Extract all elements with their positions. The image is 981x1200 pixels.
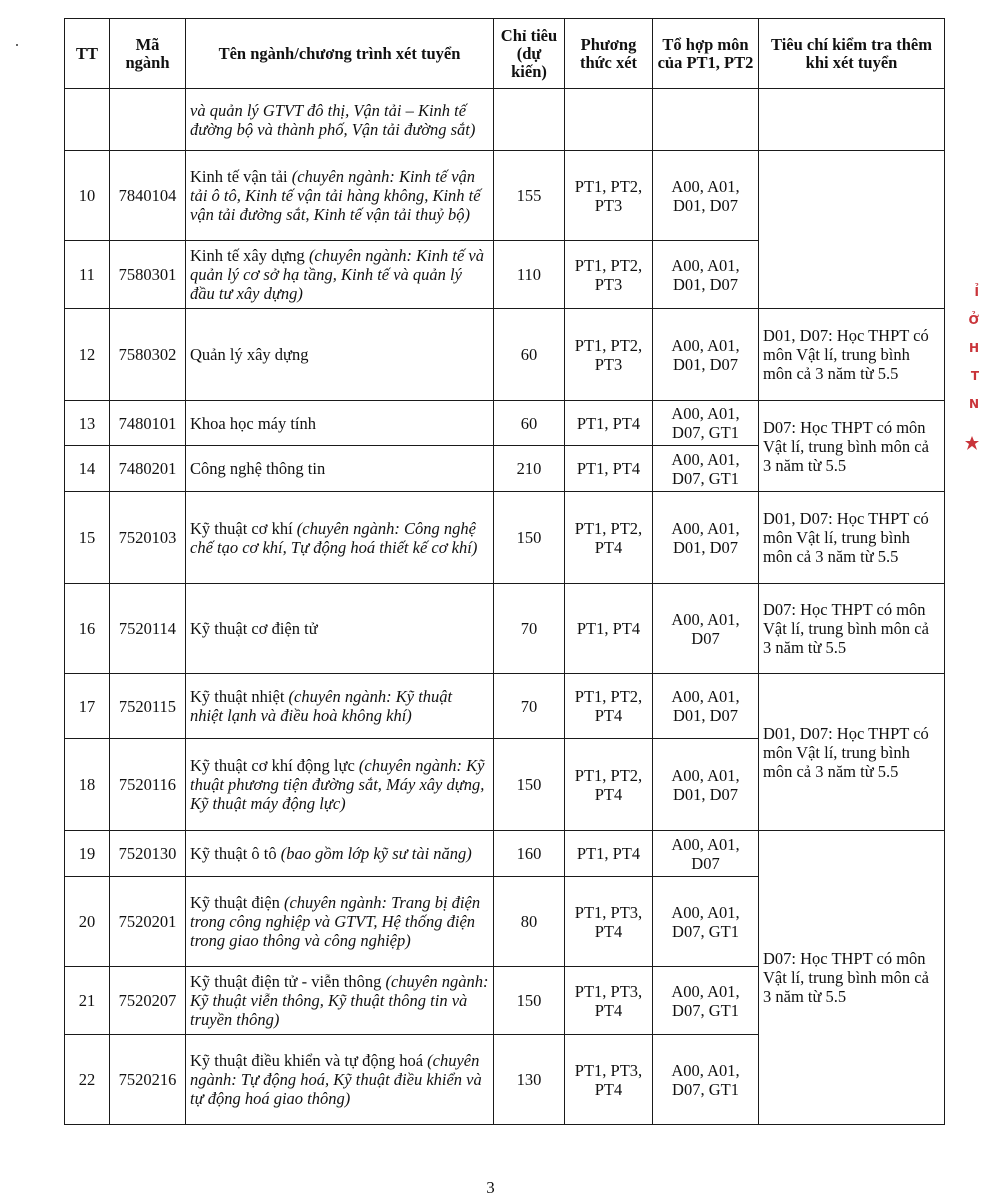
row-combo: A00, A01, D01, D07: [653, 241, 759, 309]
row-name-cell: [186, 401, 494, 446]
row-name: Công nghệ thông tin: [190, 459, 326, 478]
row-name: Quản lý xây dựng: [190, 345, 309, 364]
row-name-cell: [186, 831, 494, 877]
admissions-table: [64, 18, 945, 1125]
row-note: (chuyên ngành: Kinh tế vận tải ô tô, Kinh tế vận tải hàng không, Kinh tế vận tải đường sắt, Kinh tế vận tải thuỷ bộ): [190, 167, 481, 224]
row-quota: 110: [494, 241, 565, 309]
table-row: [65, 674, 945, 739]
row-name-cell: [186, 584, 494, 674]
row-method: PT1, PT2, PT4: [565, 492, 653, 584]
row-quota: 160: [494, 831, 565, 877]
row-method: PT1, PT4: [565, 584, 653, 674]
stamp-letter: N: [968, 397, 979, 411]
stamp-letter: T: [970, 369, 979, 383]
row-code: 7520201: [110, 877, 186, 967]
row-tt: 15: [65, 492, 110, 584]
header-code: Mã ngành: [110, 19, 186, 89]
row-name-cell: [186, 446, 494, 492]
row-criteria: D01, D07: Học THPT có môn Vật lí, trung bình môn cả 3 năm từ 5.5: [759, 309, 945, 401]
row-code: 7520115: [110, 674, 186, 739]
row-code: 7520114: [110, 584, 186, 674]
row-name: Kỹ thuật cơ khí: [190, 518, 293, 538]
row-tt: 14: [65, 446, 110, 492]
table-row: [65, 151, 945, 241]
row-combo: A00, A01, D07: [653, 584, 759, 674]
row-tt: 18: [65, 739, 110, 831]
row-tt: 10: [65, 151, 110, 241]
row-note: (chuyên ngành: Kỹ thuật nhiệt lạnh và điều hoà không khí): [190, 687, 453, 725]
row-note: (chuyên ngành: Trang bị điện trong công nghiệp và GTVT, Hệ thống điện trong giao thông và công nghiệp): [190, 893, 481, 950]
row-method: PT1, PT2, PT3: [565, 151, 653, 241]
stamp-letter: H: [968, 341, 979, 355]
row-combo: A00, A01, D07, GT1: [653, 401, 759, 446]
row-tt: 20: [65, 877, 110, 967]
row-name: Kỹ thuật nhiệt: [190, 687, 285, 706]
admissions-table-container: [64, 18, 944, 1125]
row-name: Kỹ thuật điều khiển và tự động hoá: [190, 1051, 424, 1070]
row-criteria: D07: Học THPT có môn Vật lí, trung bình môn cả 3 năm từ 5.5: [759, 584, 945, 674]
row-code: 7580302: [110, 309, 186, 401]
row-name: Kỹ thuật điện: [190, 893, 280, 912]
row-code: 7520103: [110, 492, 186, 584]
row-quota: 150: [494, 492, 565, 584]
row-name: Kỹ thuật điện tử - viễn thông: [190, 972, 382, 991]
stamp-letter: Ở: [968, 313, 979, 327]
row-method: PT1, PT2, PT3: [565, 309, 653, 401]
row-criteria: D01, D07: Học THPT có môn Vật lí, trung bình môn cả 3 năm từ 5.5: [759, 492, 945, 584]
header-tt: TT: [65, 19, 110, 89]
row-code: 7840104: [110, 151, 186, 241]
row-note: (chuyên ngành: Công nghệ chế tạo cơ khí, Tự động hoá thiết kế cơ khí): [190, 518, 478, 557]
row-name: Kỹ thuật cơ điện tử: [190, 619, 318, 638]
row-tt: 11: [65, 241, 110, 309]
row-quota: 150: [494, 739, 565, 831]
row-combo: A00, A01, D07: [653, 831, 759, 877]
row-name-cell: [186, 1035, 494, 1125]
row-name-cell: [186, 739, 494, 831]
row-criteria: D07: Học THPT có môn Vật lí, trung bình môn cả 3 năm từ 5.5: [759, 831, 945, 1125]
row-combo: A00, A01, D01, D07: [653, 151, 759, 241]
row-method: PT1, PT4: [565, 831, 653, 877]
row-tt: 16: [65, 584, 110, 674]
row-tt: 22: [65, 1035, 110, 1125]
row-name: Kinh tế vận tải: [190, 167, 288, 186]
row-quota: 70: [494, 584, 565, 674]
row-method: PT1, PT3, PT4: [565, 1035, 653, 1125]
row-code: 7480201: [110, 446, 186, 492]
header-name: Tên ngành/chương trình xét tuyển: [186, 19, 494, 89]
header-method: Phương thức xét: [565, 19, 653, 89]
row-quota: 70: [494, 674, 565, 739]
row-name-cell: [186, 151, 494, 241]
row-code: 7520116: [110, 739, 186, 831]
row-combo: A00, A01, D01, D07: [653, 492, 759, 584]
row-method: PT1, PT3, PT4: [565, 967, 653, 1035]
row-name-cell: [186, 674, 494, 739]
row-tt: 21: [65, 967, 110, 1035]
header-combo: Tổ hợp môn của PT1, PT2: [653, 19, 759, 89]
row-tt: 13: [65, 401, 110, 446]
header-quota: Chỉ tiêu (dự kiến): [494, 19, 565, 89]
row-code: 7520216: [110, 1035, 186, 1125]
page-number: 3: [486, 1178, 495, 1197]
row-name-cell: [186, 241, 494, 309]
table-row: [65, 89, 945, 151]
table-row: [65, 401, 945, 446]
row-method: PT1, PT4: [565, 401, 653, 446]
row-name-cell: [186, 492, 494, 584]
row-combo: A00, A01, D07, GT1: [653, 967, 759, 1035]
row-note: (chuyên ngành: Tự động hoá, Kỹ thuật điều khiển và tự động hoá giao thông): [190, 1051, 482, 1108]
row-note: (chuyên ngành: Kỹ thuật phương tiện đường sắt, Máy xây dựng, Kỹ thuật máy động lực): [190, 756, 485, 813]
row-quota: 155: [494, 151, 565, 241]
row-combo: A00, A01, D01, D07: [653, 739, 759, 831]
row-code: 7480101: [110, 401, 186, 446]
row-quota: 80: [494, 877, 565, 967]
row-quota: 60: [494, 401, 565, 446]
table-row: [65, 492, 945, 584]
row-method: PT1, PT4: [565, 446, 653, 492]
row-name-cell: [186, 967, 494, 1035]
row-combo: A00, A01, D07, GT1: [653, 877, 759, 967]
row-note: (bao gồm lớp kỹ sư tài năng): [280, 844, 472, 863]
row-name-cell: [186, 309, 494, 401]
header-criteria: Tiêu chí kiểm tra thêm khi xét tuyển: [759, 19, 945, 89]
red-stamp-edge: [965, 278, 981, 458]
row-method: PT1, PT2, PT4: [565, 674, 653, 739]
row-method: PT1, PT2, PT4: [565, 739, 653, 831]
row-quota: 130: [494, 1035, 565, 1125]
stamp-letter: Ỉ: [974, 285, 979, 299]
row-combo: A00, A01, D07, GT1: [653, 446, 759, 492]
continuation-note: và quản lý GTVT đô thị, Vận tải – Kinh tế đường bộ và thành phố, Vận tải đường sắt): [190, 100, 476, 139]
row-criteria: D01, D07: Học THPT có môn Vật lí, trung bình môn cả 3 năm từ 5.5: [759, 674, 945, 831]
row-code: 7520130: [110, 831, 186, 877]
row-quota: 210: [494, 446, 565, 492]
row-name: Khoa học máy tính: [190, 413, 317, 433]
row-tt: 19: [65, 831, 110, 877]
row-criteria: D07: Học THPT có môn Vật lí, trung bình môn cả 3 năm từ 5.5: [759, 401, 945, 492]
stamp-star-icon: [965, 436, 979, 450]
row-note: (chuyên ngành: Kinh tế và quản lý cơ sở hạ tầng, Kinh tế và quản lý đầu tư xây dựng): [190, 246, 484, 303]
row-note: (chuyên ngành: Kỹ thuật viễn thông, Kỹ thuật thông tin và truyền thông): [190, 972, 489, 1029]
row-method: PT1, PT2, PT3: [565, 241, 653, 309]
scan-speck: [16, 44, 18, 46]
row-name-cell: [186, 877, 494, 967]
header-row: [65, 19, 945, 89]
row-quota: 60: [494, 309, 565, 401]
row-combo: A00, A01, D07, GT1: [653, 1035, 759, 1125]
row-combo: A00, A01, D01, D07: [653, 309, 759, 401]
row-quota: 150: [494, 967, 565, 1035]
table-row: [65, 309, 945, 401]
row-tt: 17: [65, 674, 110, 739]
row-code: 7580301: [110, 241, 186, 309]
row-code: 7520207: [110, 967, 186, 1035]
row-method: PT1, PT3, PT4: [565, 877, 653, 967]
row-tt: 12: [65, 309, 110, 401]
row-name: Kỹ thuật ô tô: [190, 844, 277, 863]
row-name: Kinh tế xây dựng: [190, 246, 305, 265]
row-name: Kỹ thuật cơ khí động lực: [190, 756, 355, 775]
table-row: [65, 584, 945, 674]
table-row: [65, 831, 945, 877]
row-combo: A00, A01, D01, D07: [653, 674, 759, 739]
